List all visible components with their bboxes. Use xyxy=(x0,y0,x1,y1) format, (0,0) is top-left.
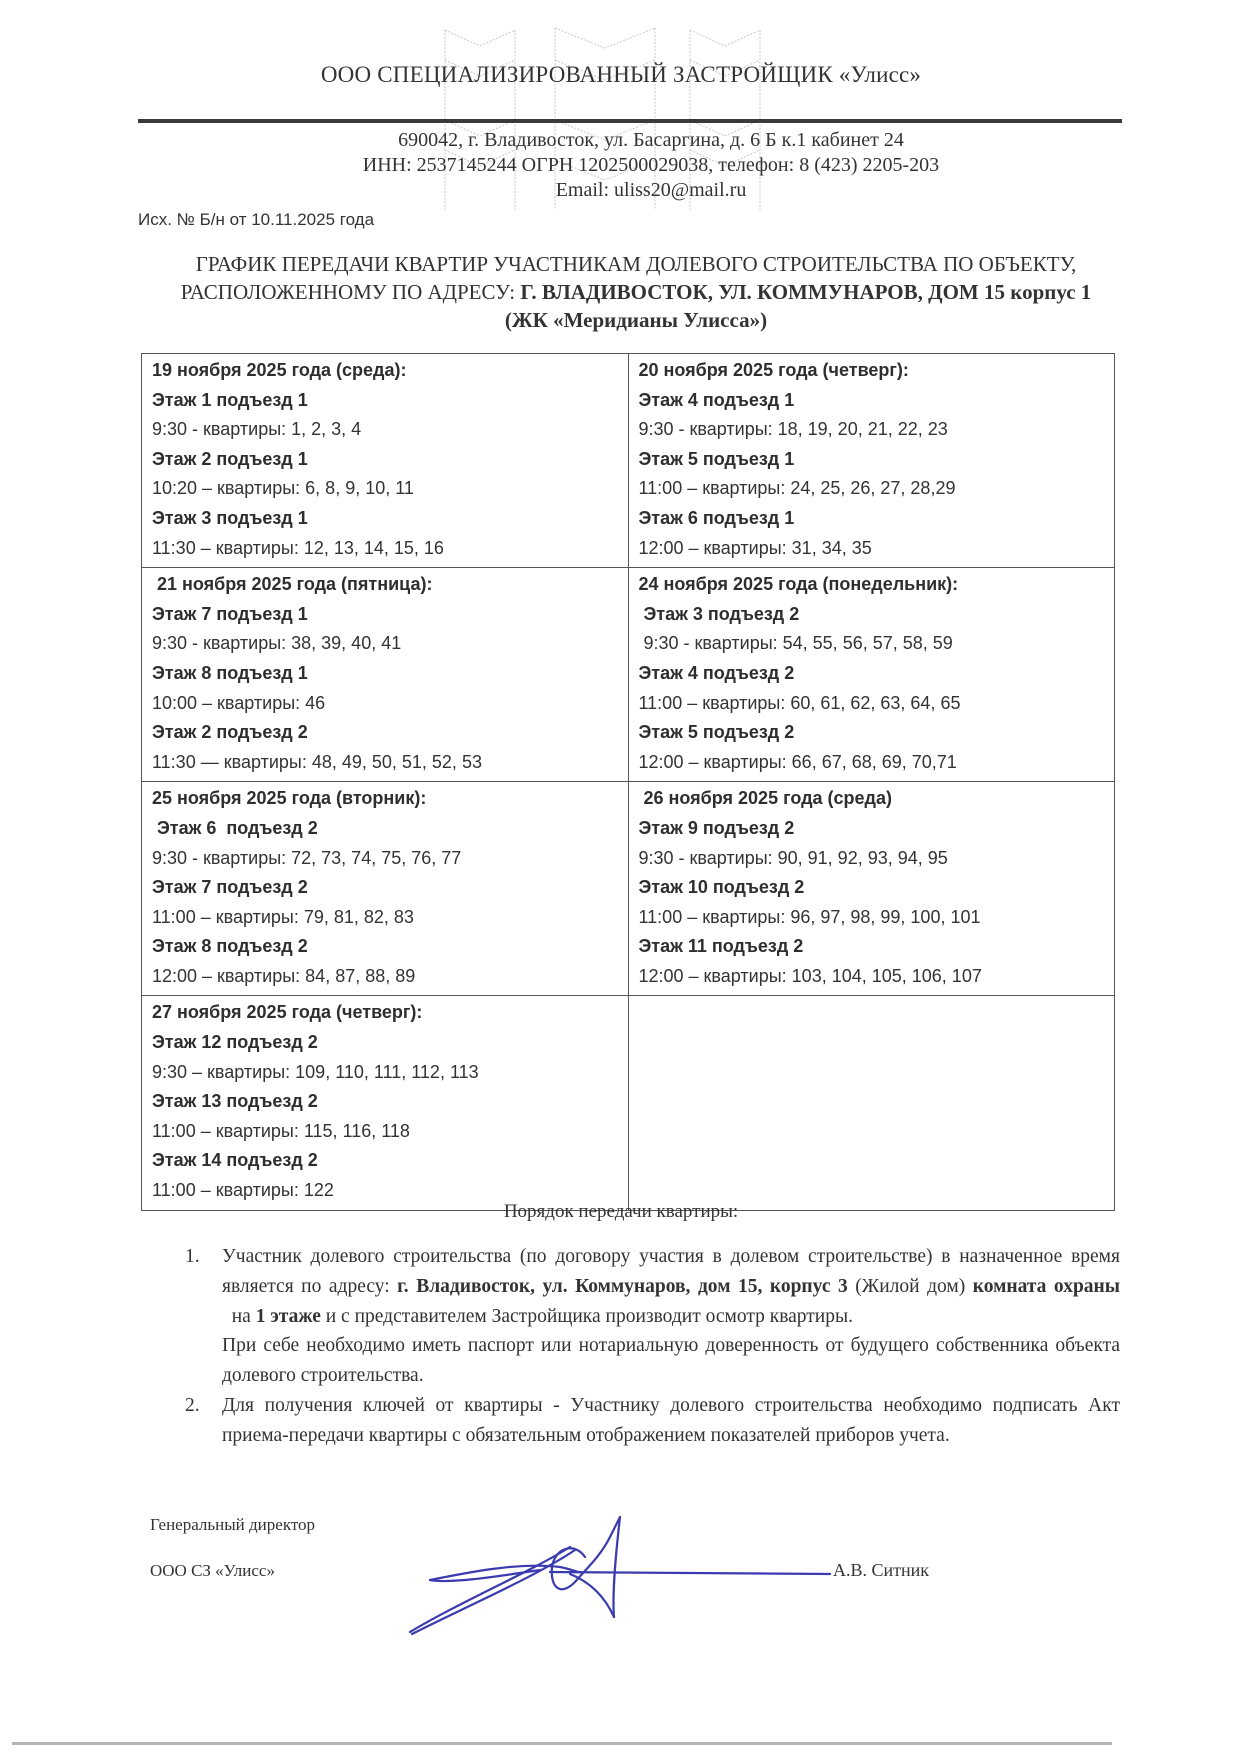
signer-name: А.В. Ситник xyxy=(833,1560,930,1580)
floor-entrance: Этаж 6 подъезд 1 xyxy=(638,507,795,528)
floor-entrance: Этаж 9 подъезд 2 xyxy=(638,817,795,838)
schedule-table xyxy=(141,353,1115,1211)
time-apartments: 12:00 – квартиры: 103, 104, 105, 106, 107 xyxy=(638,965,982,986)
signer-position: Генеральный директор xyxy=(150,1515,316,1534)
floor-entrance: Этаж 4 подъезд 2 xyxy=(638,662,795,683)
time-apartments: 11:00 – квартиры: 24, 25, 26, 27, 28,29 xyxy=(638,478,956,499)
company-address: 690042, г. Владивосток, ул. Басаргина, д. 6 Б к.1 кабинет 24 xyxy=(398,129,904,151)
schedule-cell xyxy=(628,782,1115,996)
schedule-row xyxy=(142,996,1115,1210)
floor-entrance: Этаж 7 подъезд 2 xyxy=(152,877,308,898)
time-apartments: 9:30 - квартиры: 90, 91, 92, 93, 94, 95 xyxy=(638,847,948,868)
time-apartments: 9:30 - квартиры: 38, 39, 40, 41 xyxy=(152,633,402,654)
time-apartments: 9:30 - квартиры: 18, 19, 20, 21, 22, 23 xyxy=(638,419,948,440)
procedure-item-note: При себе необходимо иметь паспорт или нотариальную доверенность от будущего собственника объекта долевого строительства. xyxy=(222,1335,1120,1387)
floor-entrance: Этаж 8 подъезд 1 xyxy=(152,662,308,683)
outgoing-reference: Исх. № Б/н от 10.11.2025 года xyxy=(138,210,375,229)
time-apartments: 9:30 – квартиры: 109, 110, 111, 112, 113 xyxy=(152,1061,479,1082)
time-apartments: 12:00 – квартиры: 31, 34, 35 xyxy=(638,537,872,558)
procedure-text: (Жилой дом) xyxy=(847,1275,973,1297)
floor-entrance: Этаж 2 подъезд 2 xyxy=(152,722,308,743)
time-apartments: 11:00 – квартиры: 60, 61, 62, 63, 64, 65 xyxy=(638,692,961,713)
procedure-item-number: 2. xyxy=(185,1394,200,1416)
floor-location: 1 этаже xyxy=(255,1305,321,1327)
inspection-address: г. Владивосток, ул. Коммунаров, дом 15, корпус 3 xyxy=(397,1275,848,1297)
schedule-cell xyxy=(142,354,629,568)
time-apartments: 9:30 - квартиры: 1, 2, 3, 4 xyxy=(152,419,362,440)
signer-organization: ООО СЗ «Улисс» xyxy=(150,1561,275,1580)
floor-entrance: Этаж 3 подъезд 1 xyxy=(152,507,308,528)
schedule-cell xyxy=(628,568,1115,782)
floor-entrance: Этаж 14 подъезд 2 xyxy=(152,1150,318,1171)
schedule-date: 24 ноября 2025 года (понедельник): xyxy=(638,574,959,595)
title-address: Г. ВЛАДИВОСТОК, УЛ. КОММУНАРОВ, ДОМ 15 корпус 1 (ЖК «Меридианы Улисса») xyxy=(504,280,1092,332)
floor-entrance: Этаж 5 подъезд 2 xyxy=(638,722,795,743)
time-apartments: 9:30 - квартиры: 54, 55, 56, 57, 58, 59 xyxy=(638,633,953,654)
schedule-cell xyxy=(142,782,629,996)
procedure-item-text: Для получения ключей от квартиры - Участнику долевого строительства необходимо подписать Акт приема-передачи квартиры с обязательным отображением показателей приборов учета. xyxy=(222,1394,1120,1446)
schedule-date: 25 ноября 2025 года (вторник): xyxy=(152,788,427,809)
floor-entrance: Этаж 6 подъезд 2 xyxy=(152,817,318,838)
time-apartments: 10:20 – квартиры: 6, 8, 9, 10, 11 xyxy=(152,478,414,499)
time-apartments: 11:00 – квартиры: 96, 97, 98, 99, 100, 101 xyxy=(638,906,981,927)
security-room: комната охраны xyxy=(972,1275,1120,1297)
schedule-date: 19 ноября 2025 года (среда): xyxy=(152,360,407,380)
procedure-list xyxy=(185,1242,1120,1451)
schedule-cell xyxy=(142,568,629,782)
title-plain: ГРАФИК ПЕРЕДАЧИ КВАРТИР УЧАСТНИКАМ ДОЛЕВОГО СТРОИТЕЛЬСТВА ПО ОБЪЕКТУ, РАСПОЛОЖЕННОМУ ПО АДРЕСУ: xyxy=(180,252,1077,304)
page-bottom-edge xyxy=(12,1742,1112,1745)
schedule-cell-empty xyxy=(628,996,1115,1210)
schedule-date: 20 ноября 2025 года (четверг): xyxy=(638,360,909,380)
floor-entrance: Этаж 10 подъезд 2 xyxy=(638,877,805,898)
time-apartments: 11:00 – квартиры: 79, 81, 82, 83 xyxy=(152,906,414,927)
floor-entrance: Этаж 5 подъезд 1 xyxy=(638,448,795,469)
procedure-text: на xyxy=(222,1305,256,1327)
company-registry: ИНН: 2537145244 ОГРН 1202500029038, телефон: 8 (423) 2205-203 xyxy=(362,154,940,176)
procedure-item-text xyxy=(222,1242,1120,1331)
time-apartments: 12:00 – квартиры: 84, 87, 88, 89 xyxy=(152,965,416,986)
floor-entrance: Этаж 1 подъезд 1 xyxy=(152,389,308,410)
schedule-cell xyxy=(142,996,629,1210)
floor-entrance: Этаж 4 подъезд 1 xyxy=(638,389,795,410)
floor-entrance: Этаж 13 подъезд 2 xyxy=(152,1091,318,1112)
time-apartments: 11:00 – квартиры: 115, 116, 118 xyxy=(152,1120,410,1141)
time-apartments: 12:00 – квартиры: 66, 67, 68, 69, 70,71 xyxy=(638,751,957,772)
floor-entrance: Этаж 12 подъезд 2 xyxy=(152,1032,318,1053)
schedule-cell xyxy=(628,354,1115,568)
procedure-title: Порядок передачи квартиры: xyxy=(503,1201,739,1222)
procedure-text: и с представителем Застройщика производит осмотр квартиры. xyxy=(320,1305,853,1327)
time-apartments: 10:00 – квартиры: 46 xyxy=(152,692,326,713)
time-apartments: 9:30 - квартиры: 72, 73, 74, 75, 76, 77 xyxy=(152,847,462,868)
schedule-row xyxy=(142,568,1115,782)
header-divider xyxy=(138,119,1122,123)
handwritten-signature-icon xyxy=(380,1512,840,1662)
schedule-date: 21 ноября 2025 года (пятница): xyxy=(152,574,433,595)
time-apartments: 11:00 – квартиры: 122 xyxy=(152,1180,334,1201)
schedule-date: 27 ноября 2025 года (четверг): xyxy=(152,1002,423,1023)
company-name: ООО СПЕЦИАЛИЗИРОВАННЫЙ ЗАСТРОЙЩИК «Улисс» xyxy=(320,62,922,87)
time-apartments: 11:30 – квартиры: 12, 13, 14, 15, 16 xyxy=(152,537,444,558)
floor-entrance: Этаж 7 подъезд 1 xyxy=(152,603,308,624)
procedure-item xyxy=(185,1391,1120,1451)
schedule-date: 26 ноября 2025 года (среда) xyxy=(638,788,892,809)
procedure-item-number: 1. xyxy=(185,1246,200,1267)
schedule-row xyxy=(142,782,1115,996)
floor-entrance: Этаж 2 подъезд 1 xyxy=(152,448,308,469)
document-title xyxy=(160,250,1112,334)
procedure-item xyxy=(185,1242,1120,1391)
floor-entrance: Этаж 11 подъезд 2 xyxy=(638,936,804,957)
floor-entrance: Этаж 8 подъезд 2 xyxy=(152,936,308,957)
time-apartments: 11:30 — квартиры: 48, 49, 50, 51, 52, 53 xyxy=(152,751,482,772)
procedure-text: Участник долевого строительства (по договору участия в долевом строительстве) в назначенное время является по адресу: xyxy=(222,1246,1120,1297)
schedule-row xyxy=(142,354,1115,568)
company-email: Email: uliss20@mail.ru xyxy=(555,179,747,201)
floor-entrance: Этаж 3 подъезд 2 xyxy=(638,603,800,624)
